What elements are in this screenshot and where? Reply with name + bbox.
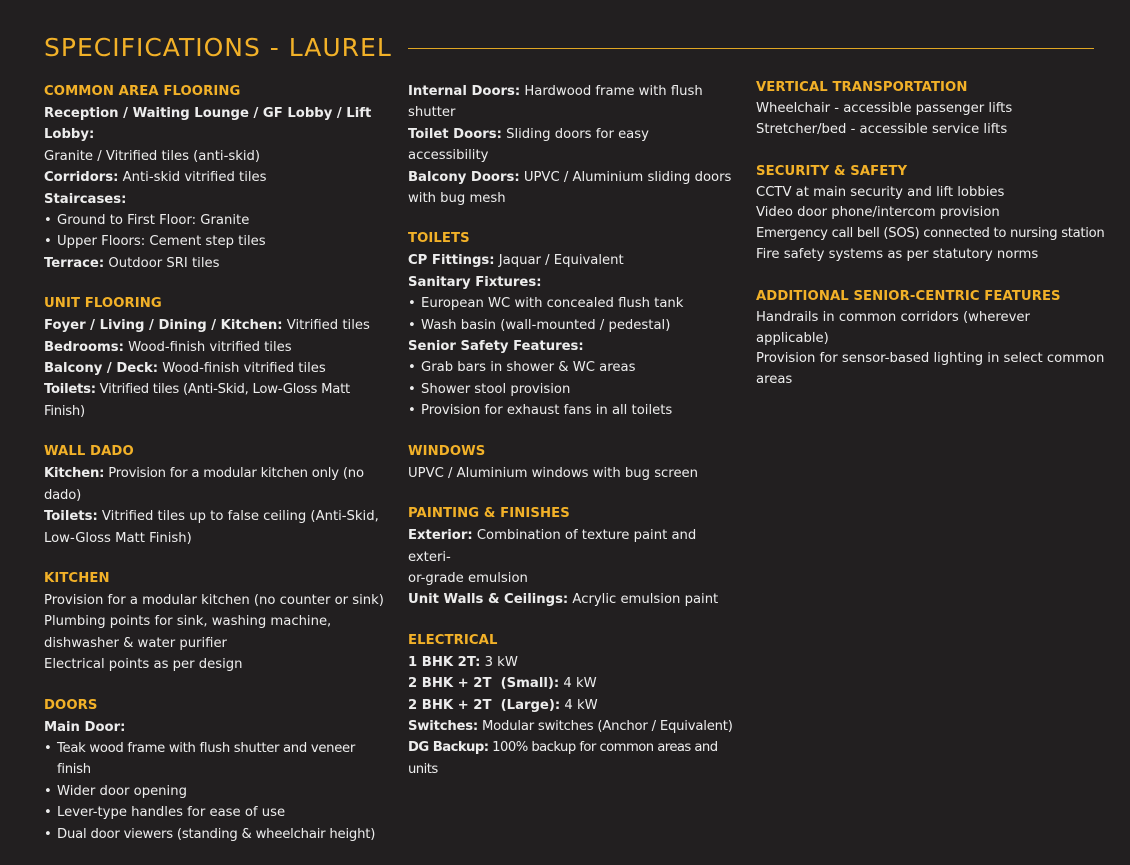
list-item: • Provision for exhaust fans in all toilets [408, 400, 733, 421]
spec-value: 3 kW [484, 654, 518, 670]
list-item: • Dual door viewers (standing & wheelchair height) [44, 824, 389, 845]
spec-value: Acrylic emulsion paint [572, 592, 719, 608]
spec-value: 4 kW [564, 697, 598, 713]
section-painting [408, 504, 733, 611]
list-item: • Lever-type handles for ease of use [44, 802, 389, 823]
spec-label: CP Fittings: [408, 253, 495, 269]
section-senior-centric-features [756, 287, 1106, 391]
spec-line [44, 337, 389, 358]
main-door-list [44, 738, 389, 845]
staircase-list [44, 210, 389, 253]
spec-value: 4 kW [563, 676, 597, 692]
spec-line: Fire safety systems as per statutory norms [756, 246, 1039, 262]
spec-value: Vitrified tiles up to false ceiling (Anti-Skid, [101, 509, 379, 525]
spec-label: Foyer / Living / Dining / Kitchen: [44, 318, 283, 334]
spec-line [408, 652, 733, 673]
spec-value: Jaquar / Equivalent [498, 253, 624, 269]
column-1 [44, 81, 389, 865]
spec-line [408, 716, 733, 737]
section-heading: TOILETS [408, 231, 470, 247]
spec-line [408, 737, 733, 780]
spec-line: Granite / Vitrified tiles (anti-skid) [44, 148, 261, 164]
spec-line [408, 695, 733, 716]
section-heading: ELECTRICAL [408, 632, 498, 648]
spec-line [44, 463, 389, 506]
spec-label: Main Door: [44, 719, 126, 735]
list-item: • Wider door opening [44, 781, 389, 802]
section-heading: COMMON AREA FLOORING [44, 84, 241, 99]
spec-line: Wheelchair - accessible passenger lifts [756, 101, 1013, 116]
spec-line: Electrical points as per design [44, 657, 243, 673]
section-toilets [408, 229, 733, 421]
spec-line [44, 315, 389, 336]
spec-line: UPVC / Aluminium windows with bug screen [408, 465, 699, 481]
section-heading: UNIT FLOORING [44, 296, 162, 312]
spec-label: 2 BHK + 2T (Small): [408, 676, 560, 692]
spec-line: Low-Gloss Matt Finish) [44, 530, 192, 546]
section-vertical-transportation [756, 78, 1106, 141]
spec-line [408, 250, 733, 271]
spec-line [408, 525, 733, 568]
spec-label: 1 BHK 2T: [408, 654, 481, 670]
section-common-area-flooring [44, 82, 389, 274]
spec-line: Provision for a modular kitchen (no counter or sink) [44, 592, 384, 608]
spec-label: Toilet Doors: [408, 126, 502, 142]
spec-line: CCTV at main security and lift lobbies [756, 184, 1005, 200]
spec-line: areas [756, 372, 793, 388]
spec-line: Emergency call bell (SOS) connected to nursing station [756, 226, 1105, 242]
spec-line [44, 506, 389, 527]
section-wall-dado [44, 442, 389, 549]
spec-label: Senior Safety Features: [408, 339, 584, 355]
spec-label: Bedrooms: [44, 339, 124, 355]
spec-value: Vitrified tiles (Anti-Skid, Low-Gloss Matt Finish) [44, 382, 350, 419]
section-doors-continued [408, 81, 733, 209]
list-item: • Teak wood frame with flush shutter and veneer finish [44, 738, 389, 781]
spec-label: Unit Walls & Ceilings: [408, 592, 569, 608]
title-divider [408, 48, 1094, 49]
spec-line [408, 167, 733, 188]
section-heading: SECURITY & SAFETY [756, 163, 908, 179]
spec-value: Sliding doors for easy accessibility [408, 126, 649, 164]
spec-label: Kitchen: [44, 466, 105, 482]
spec-line [408, 124, 733, 167]
section-windows [408, 442, 733, 484]
spec-line [408, 336, 733, 357]
section-electrical [408, 631, 733, 780]
spec-line: with bug mesh [408, 191, 506, 207]
spec-value: 100% backup for common areas and units [408, 740, 718, 777]
spec-value: UPVC / Aluminium sliding doors [523, 169, 732, 185]
title-row [44, 30, 1094, 64]
spec-label: Internal Doors: [408, 84, 521, 99]
spec-value: Vitrified tiles [286, 318, 370, 334]
list-item: • Grab bars in shower & WC areas [408, 357, 733, 378]
section-unit-flooring [44, 294, 389, 422]
spec-line: dishwasher & water purifier [44, 635, 227, 651]
spec-value: Modular switches (Anchor / Equivalent) [481, 718, 733, 734]
spec-value: Provision for a modular kitchen only (no dado) [44, 466, 364, 503]
spec-label: Balcony / Deck: [44, 361, 159, 377]
list-item: • Shower stool provision [408, 379, 733, 400]
spec-line [44, 189, 389, 210]
section-heading: WALL DADO [44, 444, 134, 460]
section-doors [44, 696, 389, 845]
spec-line: Handrails in common corridors (wherever applicable) [756, 309, 1030, 346]
spec-line: Plumbing points for sink, washing machine, [44, 614, 332, 630]
spec-label: DG Backup: [408, 740, 489, 756]
spec-label: 2 BHK + 2T (Large): [408, 697, 561, 713]
list-item: • European WC with concealed flush tank [408, 293, 733, 314]
spec-line [44, 103, 389, 146]
spec-line [408, 589, 733, 610]
spec-label: Exterior: [408, 528, 473, 544]
spec-line [44, 717, 389, 738]
spec-value: Anti-skid vitrified tiles [122, 170, 267, 186]
section-security-safety [756, 162, 1106, 266]
spec-label: Balcony Doors: [408, 169, 520, 185]
spec-line [408, 673, 733, 694]
spec-value: Wood-finish vitrified tiles [162, 361, 326, 377]
section-heading: KITCHEN [44, 570, 110, 586]
spec-label: Staircases: [44, 191, 127, 207]
column-3 [756, 77, 1106, 412]
spec-label: Toilets: [44, 509, 98, 525]
spec-line: Provision for sensor-based lighting in select common [756, 351, 1105, 367]
spec-line [408, 272, 733, 293]
list-item: • Upper Floors: Cement step tiles [44, 231, 389, 252]
section-kitchen [44, 569, 389, 676]
column-2 [408, 81, 733, 800]
spec-value: Combination of texture paint and exteri- [408, 528, 697, 565]
sanitary-list [408, 293, 733, 336]
page-title: SPECIFICATIONS - LAUREL [44, 32, 392, 62]
spec-value: Outdoor SRI tiles [108, 255, 220, 271]
spec-label: Terrace: [44, 255, 105, 271]
spec-line [408, 81, 733, 124]
spec-value: Wood-finish vitrified tiles [128, 339, 292, 355]
spec-line: or-grade emulsion [408, 570, 528, 586]
list-item: • Wash basin (wall-mounted / pedestal) [408, 315, 733, 336]
section-heading: DOORS [44, 697, 98, 713]
spec-line [44, 253, 389, 274]
section-heading: ADDITIONAL SENIOR-CENTRIC FEATURES [756, 288, 1061, 304]
spec-line [44, 379, 389, 422]
section-heading: WINDOWS [408, 443, 486, 459]
spec-line: Stretcher/bed - accessible service lifts [756, 121, 1008, 137]
spec-line: Video door phone/intercom provision [756, 205, 1000, 221]
spec-label: Sanitary Fixtures: [408, 274, 542, 290]
spec-label: Corridors: [44, 170, 119, 186]
senior-safety-list [408, 357, 733, 421]
spec-label: Reception / Waiting Lounge / GF Lobby / Lift Lobby: [44, 106, 372, 143]
list-item: • Ground to First Floor: Granite [44, 210, 389, 231]
spec-line [44, 358, 389, 379]
spec-label: Toilets: [44, 382, 96, 398]
spec-line [44, 167, 389, 188]
spec-value: Hardwood frame with flush shutter [408, 84, 703, 121]
section-heading: PAINTING & FINISHES [408, 506, 570, 522]
section-heading: VERTICAL TRANSPORTATION [756, 80, 968, 95]
spec-label: Switches: [408, 718, 478, 734]
